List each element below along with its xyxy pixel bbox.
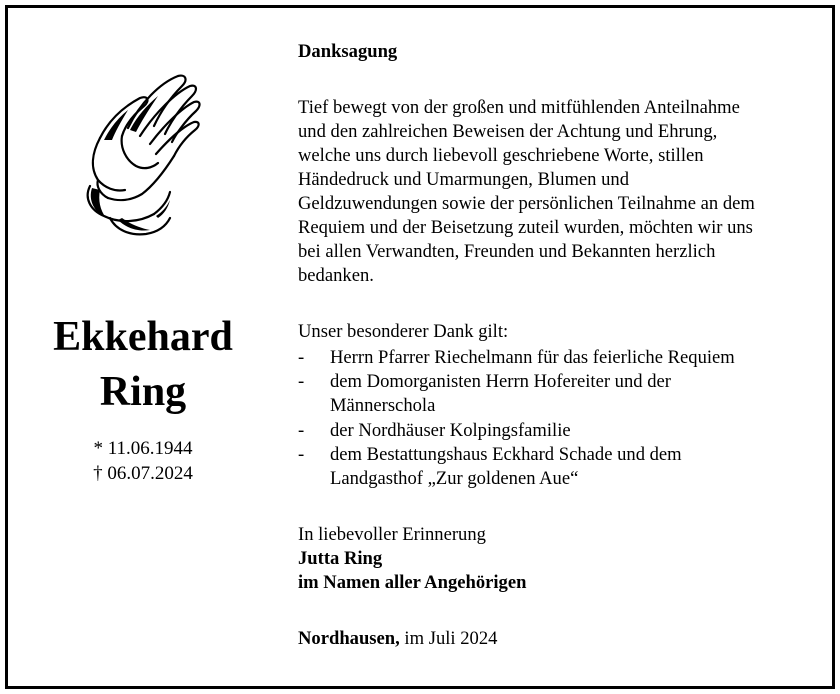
list-dash: -	[298, 347, 305, 368]
paragraph-line: welche uns durch liebevoll geschriebene Worte, stillen	[298, 145, 704, 166]
paragraph-line: bedanken.	[298, 265, 374, 286]
list-item: dem Bestattungshaus Eckhard Schade und dem	[330, 444, 682, 465]
paragraph-line: Geldzuwendungen sowie der persönlichen Teilnahme an dem	[298, 193, 755, 214]
list-dash: -	[298, 444, 305, 465]
place-name: Nordhausen,	[298, 628, 400, 649]
closing-name: Jutta Ring	[298, 548, 383, 569]
deceased-last-name: Ring	[99, 369, 187, 415]
paragraph-line: Requiem und der Beisetzung zuteil wurden, möchten wir uns	[298, 217, 753, 238]
paragraph-line: bei allen Verwandten, Freunden und Bekannten herzlich	[298, 241, 716, 262]
list-item: der Nordhäuser Kolpingsfamilie	[330, 420, 571, 441]
list-dash: -	[298, 371, 305, 392]
month-year: im Juli 2024	[399, 628, 498, 649]
paragraph-line: und den zahlreichen Beweisen der Achtung und Ehrung,	[298, 121, 718, 142]
list-item-continuation: Männerschola	[330, 395, 436, 416]
list-item: Herrn Pfarrer Riechelmann für das feierliche Requiem	[330, 347, 735, 368]
thanks-intro: Unser besonderer Dank gilt:	[298, 321, 509, 342]
praying-hands-icon	[70, 68, 210, 240]
closing-memory: In liebevoller Erinnerung	[298, 524, 486, 545]
deceased-first-name: Ekkehard	[53, 314, 233, 360]
heading: Danksagung	[298, 41, 398, 62]
list-item-continuation: Landgasthof „Zur goldenen Aue“	[330, 468, 579, 489]
list-item: dem Domorganisten Herrn Hofereiter und der	[330, 371, 671, 392]
paragraph-line: Händedruck und Umarmungen, Blumen und	[298, 169, 630, 190]
place-date	[298, 628, 497, 650]
birth-date: * 11.06.1944	[93, 438, 193, 459]
list-dash: -	[298, 420, 305, 441]
death-date: † 06.07.2024	[93, 463, 193, 484]
paragraph-line: Tief bewegt von der großen und mitfühlenden Anteilnahme	[298, 97, 740, 118]
closing-on-behalf: im Namen aller Angehörigen	[298, 572, 527, 593]
